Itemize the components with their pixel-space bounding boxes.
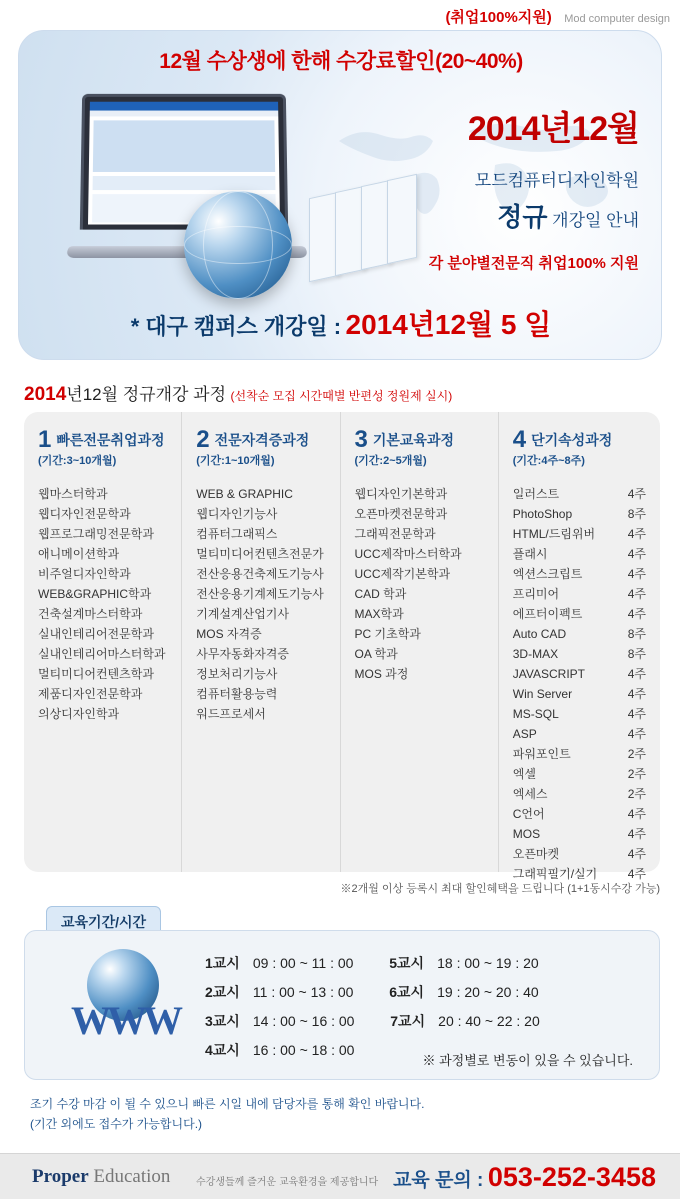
hero-right-block bbox=[309, 101, 639, 273]
list-item: 실내인테리어전문학과 bbox=[38, 627, 154, 641]
item-name: 파워포인트 bbox=[512, 747, 571, 761]
campus-open-date bbox=[19, 303, 662, 343]
list-item: UCC제작마스터학과 bbox=[354, 547, 462, 561]
item-weeks: 4주 bbox=[627, 867, 646, 881]
card-item-list bbox=[196, 484, 329, 724]
course-cards bbox=[24, 412, 660, 881]
card-item-list bbox=[513, 484, 646, 884]
item-name: MOS bbox=[512, 827, 541, 841]
item-name: 일러스트 bbox=[512, 487, 560, 501]
list-item bbox=[513, 764, 646, 784]
card-number: 1 bbox=[38, 426, 52, 453]
item-name: 3D-MAX bbox=[512, 647, 559, 661]
list-item bbox=[513, 724, 646, 744]
list-item bbox=[513, 744, 646, 764]
item-weeks: 4주 bbox=[627, 547, 646, 561]
schedule-row bbox=[205, 982, 540, 1002]
brand-word-2: Education bbox=[93, 1166, 171, 1187]
list-item: 그래픽전문학과 bbox=[354, 527, 436, 541]
list-item: PC 기초학과 bbox=[354, 627, 421, 641]
schedule-row bbox=[205, 1011, 540, 1031]
item-name: 오픈마켓 bbox=[512, 847, 560, 861]
item-name: MS-SQL bbox=[512, 707, 559, 721]
item-name: ASP bbox=[512, 727, 537, 741]
schedule-tab-label: 교육기간/시간 bbox=[46, 906, 161, 938]
list-item bbox=[513, 564, 646, 584]
list-item: 애니메이션학과 bbox=[38, 547, 120, 561]
list-item: UCC제작기본학과 bbox=[354, 567, 451, 581]
www-text: WWW bbox=[71, 998, 179, 1043]
period-label-right: 5교시 bbox=[389, 955, 425, 971]
list-item bbox=[513, 784, 646, 804]
item-name: JAVASCRIPT bbox=[512, 667, 585, 681]
footer-note-1: 조기 수강 마감 이 될 수 있으니 빠른 시일 내에 담당자를 통해 확인 바랍니다. bbox=[30, 1097, 425, 1111]
item-weeks: 4주 bbox=[627, 707, 646, 721]
list-item: MOS 과정 bbox=[354, 667, 409, 681]
hero-banner bbox=[18, 30, 662, 360]
card-item-list bbox=[38, 484, 171, 724]
item-weeks: 4주 bbox=[627, 527, 646, 541]
card-title: 단기속성과정 bbox=[531, 432, 613, 448]
www-globe-illustration bbox=[65, 949, 185, 1059]
period-label-left: 2교시 bbox=[205, 984, 240, 1000]
item-weeks: 4주 bbox=[627, 687, 646, 701]
courses-section-header bbox=[24, 380, 664, 406]
regular-open-line bbox=[309, 197, 639, 234]
support-badge: (취업100%지원) bbox=[445, 9, 552, 26]
card-period: (기간:2~5개월) bbox=[354, 455, 427, 467]
list-item: 멀티미디어컨텐츠전문가 bbox=[196, 547, 324, 561]
period-label-left: 3교시 bbox=[205, 1013, 240, 1029]
academy-name: 모드컴퓨터디자인학원 bbox=[474, 171, 639, 190]
contact-phone bbox=[393, 1162, 656, 1193]
list-item bbox=[513, 704, 646, 724]
item-weeks: 4주 bbox=[627, 727, 646, 741]
list-item: WEB&GRAPHIC학과 bbox=[38, 587, 152, 601]
period-time-right: 20 : 40 ~ 22 : 20 bbox=[438, 1013, 540, 1029]
list-item: 전산응용기계제도기능사 bbox=[196, 587, 324, 601]
list-item bbox=[513, 604, 646, 624]
list-item bbox=[513, 524, 646, 544]
schedule-row bbox=[205, 953, 540, 973]
item-name: HTML/드림위버 bbox=[512, 527, 596, 541]
list-item: 웹프로그래밍전문학과 bbox=[38, 527, 154, 541]
list-item: 웹디자인기본학과 bbox=[354, 487, 448, 501]
list-item: 컴퓨터활용능력 bbox=[196, 687, 278, 701]
card-title: 전문자격증과정 bbox=[214, 432, 310, 448]
list-item: CAD 학과 bbox=[354, 587, 407, 601]
item-weeks: 4주 bbox=[627, 847, 646, 861]
card-period: (기간:4주~8주) bbox=[512, 455, 585, 467]
item-weeks: 4주 bbox=[627, 587, 646, 601]
list-item: MAX학과 bbox=[354, 607, 404, 621]
card-title: 기본교육과정 bbox=[372, 432, 455, 448]
footer-note-2: (기간 외에도 접수가 가능합니다.) bbox=[30, 1117, 203, 1131]
period-time-left: 16 : 00 ~ 18 : 00 bbox=[252, 1042, 355, 1058]
list-item: 실내인테리어마스터학과 bbox=[38, 647, 166, 661]
item-weeks: 8주 bbox=[627, 627, 646, 641]
section-note: (선착순 모집 시간때별 반편성 정원제 실시) bbox=[230, 389, 453, 403]
list-item: 컴퓨터그래픽스 bbox=[196, 527, 278, 541]
item-weeks: 4주 bbox=[627, 667, 646, 681]
list-item bbox=[513, 624, 646, 644]
list-item: 제품디자인전문학과 bbox=[38, 687, 143, 701]
list-item bbox=[513, 504, 646, 524]
list-item bbox=[513, 484, 646, 504]
item-name: 엑셀 bbox=[512, 767, 536, 781]
item-name: 엑세스 bbox=[512, 787, 548, 801]
item-weeks: 2주 bbox=[627, 767, 646, 781]
list-item: 사무자동화자격증 bbox=[196, 647, 289, 661]
brand-logo bbox=[32, 1166, 170, 1188]
card-period: (기간:1~10개월) bbox=[196, 455, 275, 467]
item-weeks: 4주 bbox=[627, 807, 646, 821]
footer-notes bbox=[30, 1094, 424, 1134]
period-time-right: 18 : 00 ~ 19 : 20 bbox=[437, 955, 539, 971]
list-item bbox=[513, 804, 646, 824]
period-label-left: 4교시 bbox=[205, 1042, 240, 1058]
list-item: 웹디자인전문학과 bbox=[38, 507, 131, 521]
period-label-right: 7교시 bbox=[390, 1013, 426, 1029]
item-name: 플래시 bbox=[512, 547, 548, 561]
item-weeks: 4주 bbox=[627, 607, 646, 621]
list-item bbox=[513, 824, 646, 844]
item-weeks: 8주 bbox=[627, 647, 646, 661]
period-label-left: 1교시 bbox=[205, 955, 240, 971]
item-name: 엑션스크립트 bbox=[512, 567, 583, 581]
list-item: 웹마스터학과 bbox=[38, 487, 108, 501]
campus-label: * 대구 캠퍼스 개강일 : bbox=[130, 314, 342, 339]
hero-support-line: 각 분야별전문직 취업100% 지원 bbox=[428, 255, 639, 272]
list-item bbox=[513, 644, 646, 664]
section-title: 년12월 정규개강 과정 bbox=[66, 385, 227, 404]
discount-note: ※2개월 이상 등록시 최대 할인혜택을 드립니다 (1+1동시수강 가능) bbox=[340, 883, 660, 895]
mod-design-note: Mod computer design bbox=[564, 13, 670, 25]
period-label-right: 6교시 bbox=[389, 984, 425, 1000]
card-number: 2 bbox=[196, 426, 210, 453]
item-name: Win Server bbox=[512, 687, 573, 701]
contact-number: 053-252-3458 bbox=[487, 1162, 656, 1192]
item-weeks: 2주 bbox=[627, 787, 646, 801]
item-name: PhotoShop bbox=[512, 507, 573, 521]
list-item: MOS 자격증 bbox=[196, 627, 262, 641]
contact-label: 교육 문의 : bbox=[393, 1170, 484, 1191]
hero-year-month: 2014년12월 bbox=[467, 110, 639, 148]
list-item: 전산응용건축제도기능사 bbox=[196, 567, 324, 581]
regular-word: 정규 bbox=[497, 202, 548, 232]
period-time-right: 19 : 20 ~ 20 : 40 bbox=[437, 984, 539, 1000]
top-strip bbox=[0, 6, 680, 28]
card-title: 빠른전문취업과정 bbox=[56, 432, 165, 448]
list-item: 멀티미디어컨텐츠학과 bbox=[38, 667, 154, 681]
footer-bar bbox=[0, 1153, 680, 1199]
campus-date: 2014년12월 5 일 bbox=[345, 309, 552, 340]
item-weeks: 2주 bbox=[627, 747, 646, 761]
globe-icon bbox=[184, 191, 292, 299]
brand-word-1: Proper bbox=[32, 1166, 89, 1187]
hero-title: 12월 수상생에 한해 수강료할인(20~40%) bbox=[159, 50, 523, 73]
course-card-4 bbox=[498, 412, 660, 881]
list-item bbox=[513, 544, 646, 564]
period-time-left: 14 : 00 ~ 16 : 00 bbox=[252, 1013, 355, 1029]
list-item: 워드프로세서 bbox=[196, 707, 266, 721]
card-period: (기간:3~10개월) bbox=[38, 455, 117, 467]
course-card-3 bbox=[340, 412, 498, 872]
course-card-1 bbox=[24, 412, 181, 872]
list-item: 건축설계마스터학과 bbox=[38, 607, 143, 621]
list-item: 오픈마켓전문학과 bbox=[354, 507, 448, 521]
list-item: WEB & GRAPHIC bbox=[196, 487, 293, 501]
item-weeks: 4주 bbox=[627, 487, 646, 501]
item-name: 그래픽필기/실기 bbox=[512, 867, 598, 881]
list-item: OA 학과 bbox=[354, 647, 398, 661]
list-item bbox=[513, 684, 646, 704]
card-item-list bbox=[355, 484, 488, 684]
item-weeks: 4주 bbox=[627, 827, 646, 841]
list-item bbox=[513, 584, 646, 604]
card-number: 3 bbox=[354, 426, 368, 453]
brand-tagline: 수강생들께 즐거운 교육환경을 제공합니다 bbox=[196, 1177, 379, 1188]
regular-rest: 개강일 안내 bbox=[547, 211, 639, 230]
card-number: 4 bbox=[512, 426, 527, 453]
item-weeks: 4주 bbox=[627, 567, 646, 581]
item-name: Auto CAD bbox=[512, 627, 567, 641]
period-time-left: 11 : 00 ~ 13 : 00 bbox=[252, 984, 354, 1000]
list-item: 기계설계산업기사 bbox=[196, 607, 289, 621]
item-name: C언어 bbox=[512, 807, 545, 821]
item-name: 프리미어 bbox=[512, 587, 560, 601]
period-time-left: 09 : 00 ~ 11 : 00 bbox=[252, 955, 354, 971]
list-item: 의상디자인학과 bbox=[38, 707, 120, 721]
list-item: 정보처리기능사 bbox=[196, 667, 278, 681]
list-item bbox=[513, 844, 646, 864]
schedule-box bbox=[24, 930, 660, 1080]
list-item bbox=[513, 664, 646, 684]
course-card-2 bbox=[181, 412, 339, 872]
list-item: 웹디자인기능사 bbox=[196, 507, 278, 521]
list-item: 비주얼디자인학과 bbox=[38, 567, 131, 581]
item-name: 에프터이펙트 bbox=[512, 607, 583, 621]
item-weeks: 8주 bbox=[627, 507, 646, 521]
section-year: 2014 bbox=[24, 384, 67, 405]
schedule-note: ※ 과정별로 변동이 있을 수 있습니다. bbox=[422, 1053, 633, 1068]
